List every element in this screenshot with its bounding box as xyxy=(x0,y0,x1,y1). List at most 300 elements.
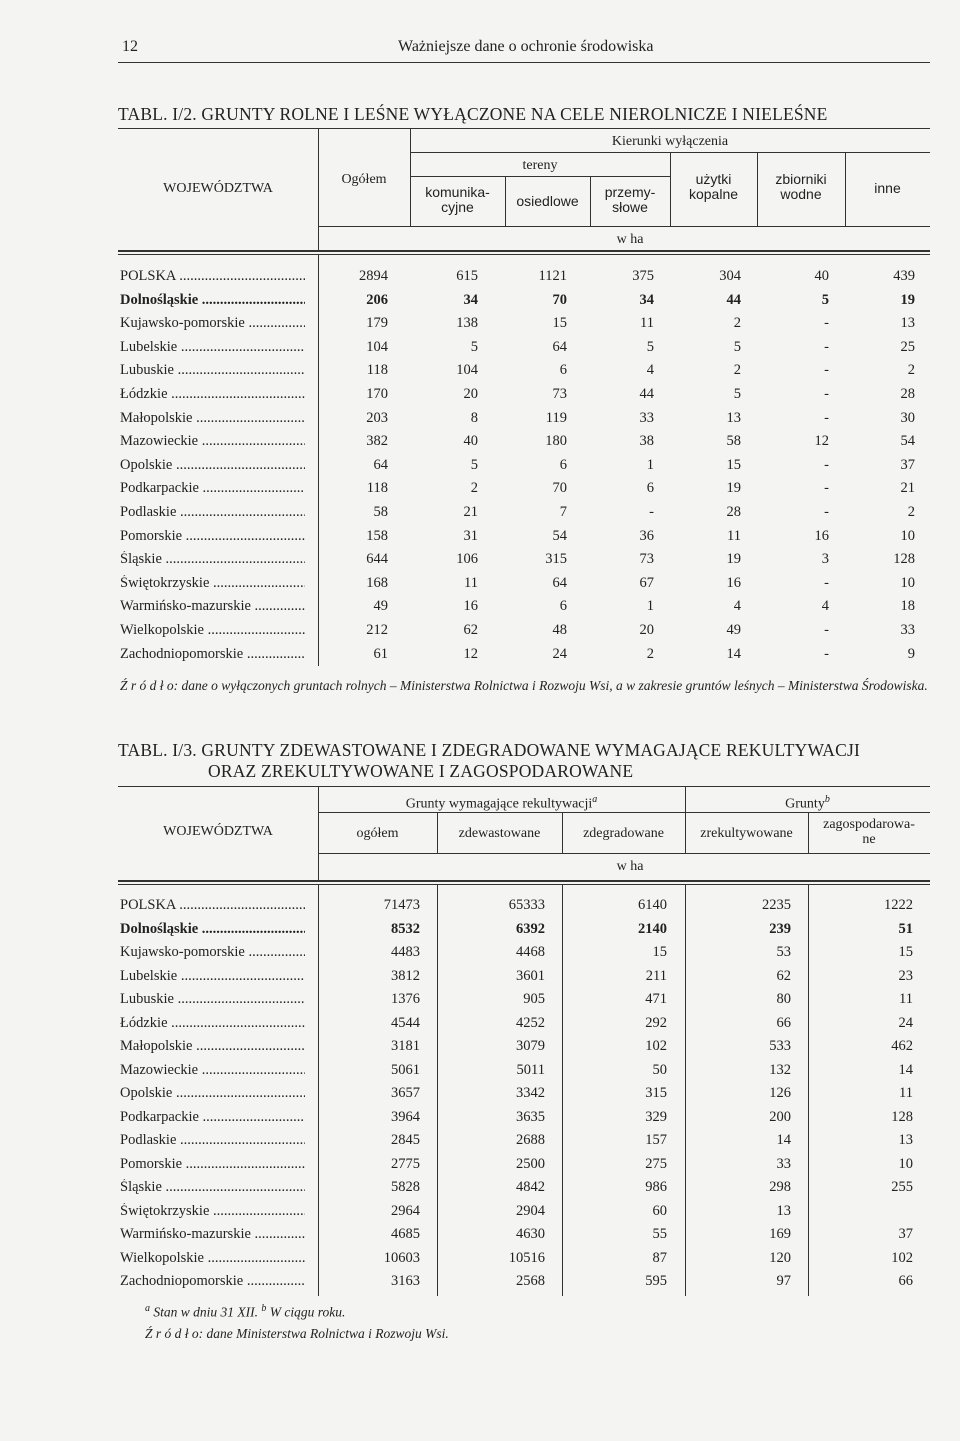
cell-value: 33 xyxy=(900,622,915,638)
table-row xyxy=(0,1132,960,1154)
cell-value: 6 xyxy=(559,362,567,379)
cell-value: 80 xyxy=(776,991,791,1007)
cell-value: 37 xyxy=(900,456,915,473)
cell-value: 595 xyxy=(645,1273,667,1289)
row-label: Śląskie ..... xyxy=(120,551,305,568)
row-label: Lubuskie ..... xyxy=(120,991,305,1008)
cell-value: 5828 xyxy=(391,1179,420,1195)
cell-value: 73 xyxy=(552,386,567,402)
cell-value: 16 xyxy=(814,527,829,544)
table2-unit-rule xyxy=(318,853,930,854)
cell-value: 644 xyxy=(366,551,388,568)
cell-value: 2964 xyxy=(391,1202,420,1219)
cell-value: 118 xyxy=(366,480,388,497)
cell-value: 128 xyxy=(893,551,915,568)
t2-group-wymagajace-sup: a xyxy=(592,794,598,805)
row-label: Opolskie ..... xyxy=(120,457,305,474)
cell-value: 34 xyxy=(639,291,654,308)
t1-source-label: Ź r ó d ł o: xyxy=(120,678,179,693)
cell-value: 13 xyxy=(726,409,741,426)
cell-value: 128 xyxy=(891,1108,913,1125)
cell-value: 3812 xyxy=(391,967,420,984)
cell-value: 24 xyxy=(552,645,567,662)
cell-value: 126 xyxy=(769,1085,791,1101)
cell-value: - xyxy=(824,504,829,520)
cell-value: 138 xyxy=(456,315,478,332)
table1-unit-rule xyxy=(318,226,930,227)
table-row xyxy=(0,622,960,644)
cell-value: - xyxy=(824,645,829,662)
row-label: Mazowieckie ..... xyxy=(120,1062,305,1079)
cell-value: 53 xyxy=(776,944,791,960)
row-label: Śląskie ..... xyxy=(120,1179,305,1196)
cell-value: 157 xyxy=(645,1132,667,1148)
cell-value: 15 xyxy=(898,944,913,960)
row-label: Łódzkie ..... xyxy=(120,386,305,403)
table-row xyxy=(0,921,960,943)
table-row xyxy=(0,433,960,455)
table-row xyxy=(0,1179,960,1201)
cell-value: 5061 xyxy=(391,1061,420,1078)
table-row xyxy=(0,315,960,337)
cell-value: 1121 xyxy=(538,268,567,284)
cell-value: 5 xyxy=(821,291,829,308)
cell-value: 1 xyxy=(646,598,654,615)
table-row xyxy=(0,1015,960,1037)
cell-value: 64 xyxy=(552,338,567,355)
table-row xyxy=(0,944,960,966)
cell-value: 4483 xyxy=(391,944,420,960)
row-label: Zachodniopomorskie ..... xyxy=(120,1273,305,1290)
cell-value: 19 xyxy=(900,291,915,308)
cell-value: 10516 xyxy=(508,1249,545,1266)
cell-value: 51 xyxy=(898,920,913,937)
cell-value: 315 xyxy=(645,1085,667,1101)
table1-top-rule xyxy=(118,128,930,129)
cell-value: 71473 xyxy=(383,897,420,913)
cell-value: 31 xyxy=(463,527,478,544)
cell-value: 4468 xyxy=(516,944,545,960)
table-row xyxy=(0,1250,960,1272)
row-label: Podlaskie ..... xyxy=(120,504,305,521)
t2-col-group-wymagajace xyxy=(318,792,685,812)
cell-value: 67 xyxy=(639,574,654,591)
cell-value: 65333 xyxy=(508,897,545,913)
cell-value: 329 xyxy=(645,1108,667,1125)
table-row xyxy=(0,1038,960,1060)
cell-value: 2 xyxy=(646,645,654,662)
cell-value: - xyxy=(649,504,654,520)
running-header: Ważniejsze dane o ochronie środowiska xyxy=(398,38,654,55)
t1-col-osiedlowe: osiedlowe xyxy=(516,193,579,209)
table1-header-bottom-rule xyxy=(118,250,930,252)
t2-col-ogolem: ogółem xyxy=(356,826,399,841)
table-row xyxy=(0,1273,960,1295)
table-row xyxy=(0,598,960,620)
cell-value: 33 xyxy=(639,409,654,426)
cell-value: 203 xyxy=(366,409,388,426)
cell-value: 104 xyxy=(456,362,478,379)
t1-col-wojewodztwo: WOJEWÓDZTWA xyxy=(163,181,273,196)
cell-value: 2140 xyxy=(638,920,667,937)
cell-value: 44 xyxy=(639,386,654,402)
row-label: Świętokrzyskie ..... xyxy=(120,575,305,592)
cell-value: 50 xyxy=(652,1061,667,1078)
cell-value: 7 xyxy=(559,504,567,520)
cell-value: 23 xyxy=(898,967,913,984)
cell-value: 212 xyxy=(366,622,388,638)
cell-value: - xyxy=(824,315,829,332)
cell-value: 5011 xyxy=(516,1061,545,1078)
cell-value: - xyxy=(824,409,829,426)
cell-value: 70 xyxy=(552,291,567,308)
cell-value: 132 xyxy=(769,1061,791,1078)
page-number: 12 xyxy=(122,38,138,55)
cell-value: 2845 xyxy=(391,1132,420,1148)
table-row xyxy=(0,968,960,990)
cell-value: 14 xyxy=(776,1132,791,1148)
cell-value: 4 xyxy=(646,362,654,379)
t2-col-zrekultywowane: zrekultywowane xyxy=(700,826,793,841)
cell-value: 3079 xyxy=(516,1038,545,1054)
cell-value: - xyxy=(824,480,829,497)
cell-value: 168 xyxy=(366,574,388,591)
cell-value: 292 xyxy=(645,1014,667,1031)
cell-value: 40 xyxy=(814,268,829,284)
cell-value: 10 xyxy=(900,527,915,544)
cell-value: 1222 xyxy=(884,897,913,913)
cell-value: 533 xyxy=(769,1038,791,1054)
cell-value: 62 xyxy=(776,967,791,984)
cell-value: 24 xyxy=(898,1014,913,1031)
cell-value: 10603 xyxy=(383,1249,420,1266)
cell-value: 4 xyxy=(821,598,829,615)
table-row xyxy=(0,551,960,573)
cell-value: 97 xyxy=(776,1273,791,1289)
table-row xyxy=(0,991,960,1013)
cell-value: 58 xyxy=(373,504,388,520)
cell-value: 5 xyxy=(733,338,741,355)
row-label: Kujawsko-pomorskie ..... xyxy=(120,944,305,961)
cell-value: 2 xyxy=(907,362,915,379)
cell-value: 2568 xyxy=(516,1273,545,1289)
cell-value: 70 xyxy=(552,480,567,497)
cell-value: 64 xyxy=(552,574,567,591)
t1-col-tereny: tereny xyxy=(522,158,558,173)
cell-value: 120 xyxy=(769,1249,791,1266)
cell-value: 9 xyxy=(907,645,915,662)
cell-value: 21 xyxy=(900,480,915,497)
cell-value: 2688 xyxy=(516,1132,545,1148)
cell-value: 986 xyxy=(645,1179,667,1195)
cell-value: 10 xyxy=(900,574,915,591)
cell-value: 2 xyxy=(470,480,478,497)
table2-title-line2: ORAZ ZREKULTYWOWANE I ZAGOSPODAROWANE xyxy=(208,761,634,781)
table-row xyxy=(0,528,960,550)
table-row xyxy=(0,386,960,408)
cell-value: 55 xyxy=(652,1226,667,1242)
cell-value: 102 xyxy=(645,1038,667,1054)
row-label: Lubelskie ..... xyxy=(120,339,305,356)
table-row xyxy=(0,457,960,479)
cell-value: - xyxy=(824,338,829,355)
table-row xyxy=(0,646,960,668)
table-row xyxy=(0,1109,960,1131)
table2-group-rule xyxy=(318,812,930,813)
cell-value: 3601 xyxy=(516,967,545,984)
table2-header-bottom-rule xyxy=(118,880,930,882)
t2-footnote-b-mark: b xyxy=(261,1303,267,1314)
row-label: Małopolskie ..... xyxy=(120,410,305,427)
row-label: Lubelskie ..... xyxy=(120,968,305,985)
cell-value: 170 xyxy=(366,386,388,402)
cell-value: 19 xyxy=(726,480,741,497)
cell-value: - xyxy=(824,622,829,638)
cell-value: 298 xyxy=(769,1179,791,1195)
cell-value: 37 xyxy=(898,1226,913,1242)
t2-footnote-a-text: Stan w dniu 31 XII. xyxy=(153,1304,258,1320)
cell-value: 3964 xyxy=(391,1108,420,1125)
cell-value: 13 xyxy=(776,1202,791,1219)
cell-value: 12 xyxy=(814,433,829,450)
t2-col-zdewastowane: zdewastowane xyxy=(458,826,541,841)
cell-value: 180 xyxy=(545,433,567,450)
row-label: Świętokrzyskie ..... xyxy=(120,1203,305,1220)
cell-value: 275 xyxy=(645,1155,667,1172)
row-label: Dolnośląskie ..... xyxy=(120,292,305,309)
cell-value: 49 xyxy=(373,598,388,615)
table-row xyxy=(0,1062,960,1084)
table-row xyxy=(0,1226,960,1248)
cell-value: 54 xyxy=(552,527,567,544)
t2-source-label: Ź r ó d ł o: xyxy=(145,1326,204,1341)
cell-value: 471 xyxy=(645,991,667,1007)
t2-footnote-b-text: W ciągu roku. xyxy=(269,1304,346,1320)
cell-value: 66 xyxy=(898,1273,913,1289)
row-label: Łódzkie ..... xyxy=(120,1015,305,1032)
cell-value: 15 xyxy=(552,315,567,332)
cell-value: 40 xyxy=(463,433,478,450)
cell-value: 304 xyxy=(719,268,741,284)
row-label: Podkarpackie ..... xyxy=(120,480,305,497)
table-row xyxy=(0,268,960,290)
cell-value: 2 xyxy=(733,315,741,332)
row-label: Lubuskie ..... xyxy=(120,362,305,379)
cell-value: 15 xyxy=(652,944,667,960)
t2-unit: w ha xyxy=(616,859,644,874)
t1-col-przemyslowe: przemy- słowe xyxy=(604,184,656,215)
row-label: Mazowieckie ..... xyxy=(120,433,305,450)
t2-col-group-grunty xyxy=(685,792,930,812)
cell-value: 73 xyxy=(639,551,654,568)
cell-value: 34 xyxy=(463,291,478,308)
t2-source xyxy=(145,1326,449,1342)
cell-value: 6140 xyxy=(638,897,667,913)
cell-value: 25 xyxy=(900,338,915,355)
t1-unit: w ha xyxy=(616,232,644,247)
cell-value: 61 xyxy=(373,645,388,662)
cell-value: 62 xyxy=(463,622,478,638)
cell-value: 179 xyxy=(366,315,388,332)
cell-value: 106 xyxy=(456,551,478,568)
cell-value: 38 xyxy=(639,433,654,450)
cell-value: 3342 xyxy=(516,1085,545,1101)
t1-col-inne: inne xyxy=(874,180,901,196)
cell-value: 3181 xyxy=(391,1038,420,1054)
cell-value: 382 xyxy=(366,433,388,450)
cell-value: 44 xyxy=(726,291,741,308)
cell-value: 615 xyxy=(456,268,478,284)
cell-value: 11 xyxy=(899,1085,913,1101)
table-row xyxy=(0,897,960,919)
table-row xyxy=(0,362,960,384)
cell-value: 102 xyxy=(891,1249,913,1266)
table1-tereny-rule xyxy=(410,176,670,177)
cell-value: 8532 xyxy=(391,920,420,937)
cell-value: 200 xyxy=(769,1108,791,1125)
cell-value: 6 xyxy=(559,598,567,615)
cell-value: 239 xyxy=(769,920,791,937)
table2-top-rule xyxy=(118,786,930,787)
cell-value: 6392 xyxy=(516,920,545,937)
cell-value: 20 xyxy=(639,622,654,638)
table-row xyxy=(0,1085,960,1107)
cell-value: 28 xyxy=(726,504,741,520)
row-label: Zachodniopomorskie ..... xyxy=(120,646,305,663)
cell-value: 4842 xyxy=(516,1179,545,1195)
cell-value: 14 xyxy=(726,645,741,662)
cell-value: 18 xyxy=(900,598,915,615)
cell-value: 315 xyxy=(545,551,567,568)
t2-group-grunty-label: Grunty xyxy=(785,796,825,812)
table-row xyxy=(0,1203,960,1225)
cell-value: 58 xyxy=(726,433,741,450)
cell-value: 118 xyxy=(366,362,388,379)
cell-value: 33 xyxy=(776,1155,791,1172)
cell-value: 375 xyxy=(632,268,654,284)
t1-source-text: dane o wyłączonych gruntach rolnych – Ministerstwa Rolnictwa i Rozwoju Wsi, a w zakresie gruntów leśnych – Ministerstwa Środowiska. xyxy=(181,678,928,693)
cell-value: 13 xyxy=(898,1132,913,1148)
cell-value: 5 xyxy=(470,338,478,355)
cell-value: 4252 xyxy=(516,1014,545,1031)
cell-value: 206 xyxy=(366,291,388,308)
cell-value: 6 xyxy=(646,480,654,497)
cell-value: 48 xyxy=(552,622,567,638)
cell-value: 66 xyxy=(776,1014,791,1031)
cell-value: 211 xyxy=(645,967,667,984)
cell-value: 15 xyxy=(726,456,741,473)
row-label: Opolskie ..... xyxy=(120,1085,305,1102)
t2-footnote-a-mark: a xyxy=(145,1303,150,1314)
cell-value: 5 xyxy=(470,456,478,473)
cell-value: 5 xyxy=(733,386,741,402)
cell-value: 462 xyxy=(891,1038,913,1054)
t2-col-zagospodarowane: zagospodarowa- ne xyxy=(823,817,915,847)
cell-value: 2235 xyxy=(762,897,791,913)
cell-value: 3163 xyxy=(391,1273,420,1289)
header-rule xyxy=(118,62,930,63)
table-row xyxy=(0,292,960,314)
table-row xyxy=(0,339,960,361)
cell-value: 19 xyxy=(726,551,741,568)
table-row xyxy=(0,504,960,526)
cell-value: 2 xyxy=(907,504,915,520)
cell-value: 169 xyxy=(769,1226,791,1242)
cell-value: 1376 xyxy=(391,991,420,1007)
cell-value: 36 xyxy=(639,527,654,544)
cell-value: 12 xyxy=(463,645,478,662)
t1-col-zbiorniki: zbiorniki wodne xyxy=(775,171,827,202)
row-label: Pomorskie ..... xyxy=(120,528,305,545)
table-row xyxy=(0,480,960,502)
cell-value: 4 xyxy=(733,598,741,615)
cell-value: 28 xyxy=(900,386,915,402)
table-row xyxy=(0,575,960,597)
cell-value: 3657 xyxy=(391,1085,420,1101)
cell-value: 905 xyxy=(523,991,545,1007)
cell-value: - xyxy=(824,362,829,379)
cell-value: 4685 xyxy=(391,1226,420,1242)
cell-value: 439 xyxy=(893,268,915,284)
cell-value: 2500 xyxy=(516,1155,545,1172)
t1-col-komunikacyjne: komunika- cyjne xyxy=(425,184,490,215)
t1-source xyxy=(120,677,930,694)
cell-value: 16 xyxy=(726,574,741,591)
cell-value: 255 xyxy=(891,1179,913,1195)
cell-value: 3 xyxy=(821,551,829,568)
cell-value: 104 xyxy=(366,338,388,355)
t2-footnotes xyxy=(145,1303,345,1321)
cell-value: 49 xyxy=(726,622,741,638)
t2-col-wojewodztwo: WOJEWÓDZTWA xyxy=(163,824,273,839)
cell-value: 20 xyxy=(463,386,478,402)
cell-value: 1 xyxy=(646,456,654,473)
row-label: Wielkopolskie ..... xyxy=(120,622,305,639)
table2-title-line1: TABL. I/3. GRUNTY ZDEWASTOWANE I ZDEGRADOWANE WYMAGAJĄCE REKULTYWACJI xyxy=(118,740,860,760)
row-label: Podkarpackie ..... xyxy=(120,1109,305,1126)
row-label: Warmińsko-mazurskie ..... xyxy=(120,1226,305,1243)
cell-value: 14 xyxy=(898,1061,913,1078)
cell-value: 2904 xyxy=(516,1202,545,1219)
cell-value: - xyxy=(824,386,829,402)
cell-value: 64 xyxy=(373,456,388,473)
cell-value: 5 xyxy=(646,338,654,355)
t2-source-text: dane Ministerstwa Rolnictwa i Rozwoju Wsi. xyxy=(206,1326,449,1341)
cell-value: 4544 xyxy=(391,1014,420,1031)
row-label: Dolnośląskie ..... xyxy=(120,921,305,938)
t1-col-uzytki: użytki kopalne xyxy=(688,171,739,202)
cell-value: - xyxy=(824,456,829,473)
cell-value: 6 xyxy=(559,456,567,473)
t2-group-grunty-sup: b xyxy=(824,794,830,805)
cell-value: 3635 xyxy=(516,1108,545,1125)
cell-value: 119 xyxy=(545,409,567,426)
cell-value: - xyxy=(824,574,829,591)
table1-vline xyxy=(318,128,319,250)
cell-value: 21 xyxy=(463,504,478,520)
table-row xyxy=(0,410,960,432)
cell-value: 16 xyxy=(463,598,478,615)
row-label: POLSKA ..... xyxy=(120,268,305,285)
table1-header-bottom-rule-2 xyxy=(118,254,930,255)
cell-value: 11 xyxy=(640,315,654,332)
cell-value: 10 xyxy=(898,1155,913,1172)
table-row xyxy=(0,1156,960,1178)
t1-col-kierunki: Kierunki wyłączenia xyxy=(611,134,729,149)
cell-value: 8 xyxy=(470,409,478,426)
cell-value: 11 xyxy=(727,527,741,544)
cell-value: 11 xyxy=(899,991,913,1007)
